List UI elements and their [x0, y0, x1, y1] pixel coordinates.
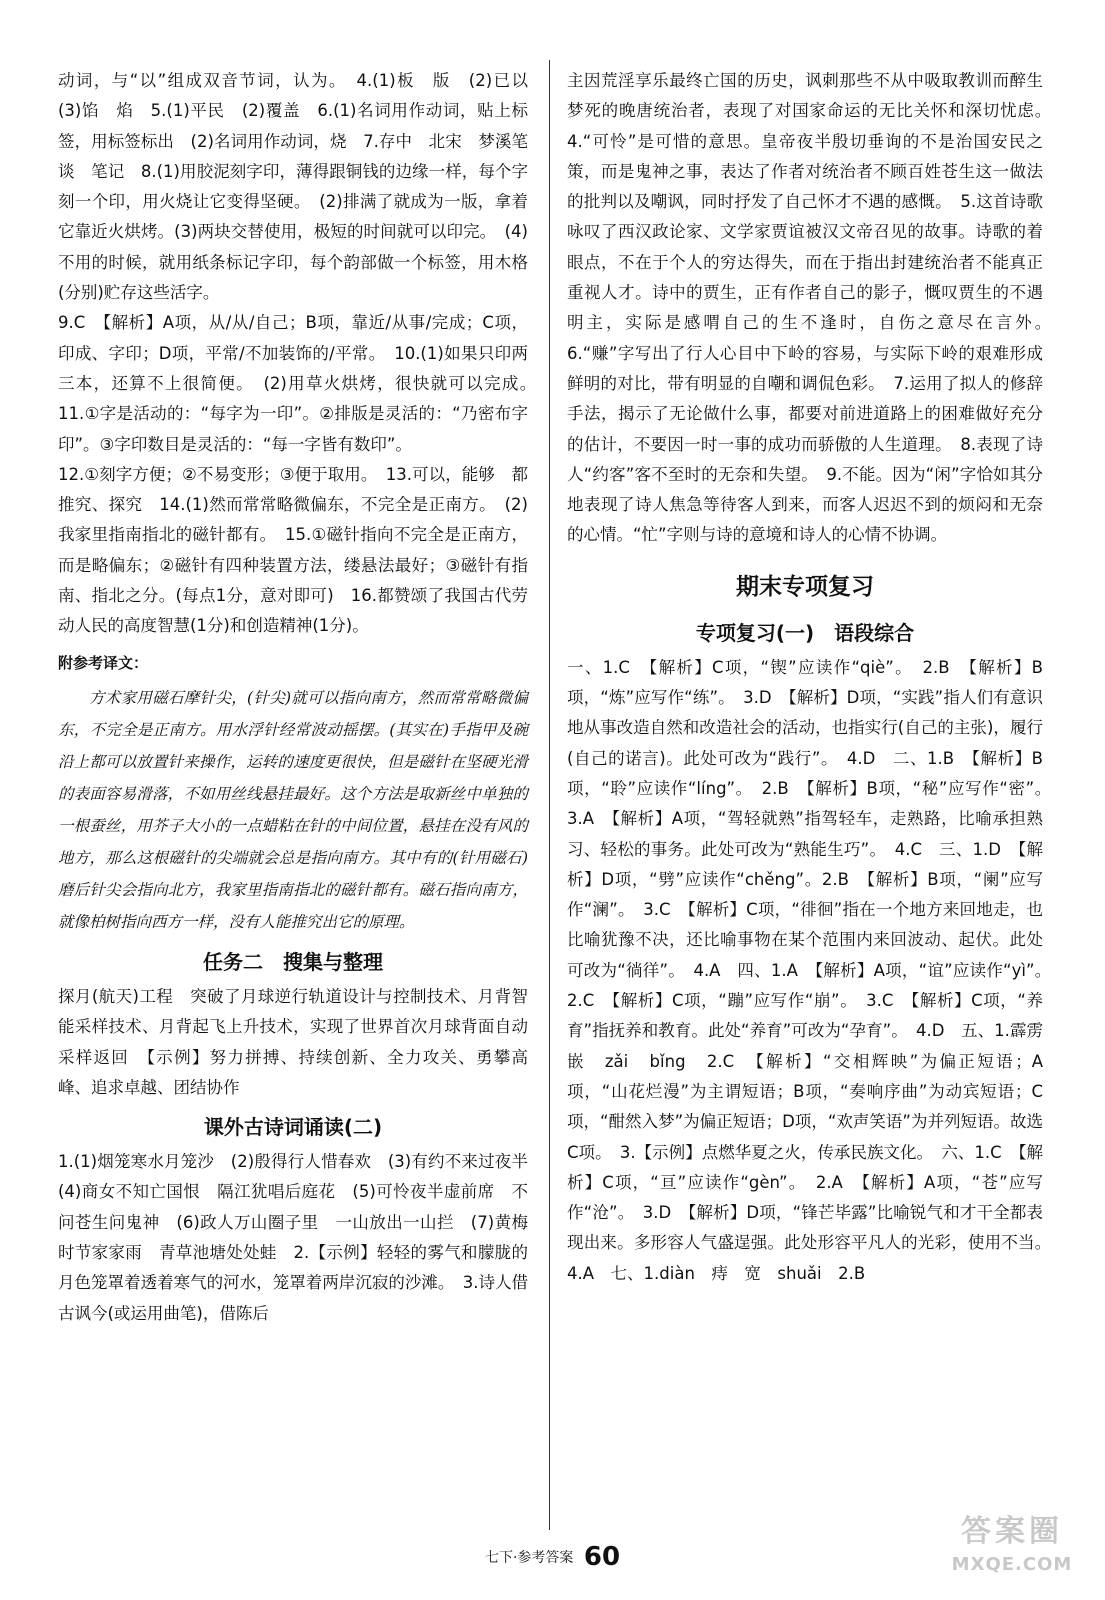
page-number: 60 — [583, 1542, 621, 1572]
answer-paragraph-3: 12.①刻字方便；②不易变形；③便于取用。 13.可以，能够 都 推究、探究 14.(1)然而常常略微偏东，不完全是正南方。 (2)我家里指南指北的磁针都有。 15.①磁针指向不完全是正南方，而是略偏东；②磁针有四种装置方法，缕悬法最好；③磁针有指南、指北之分。(每点1分，意对即可) 16.都赞颂了我国古代劳动人民的高度智慧(1分)和创造精神(1分)。 — [58, 464, 545, 636]
answer-paragraph-1: 动词，与“以”组成双音节词，认为。 4.(1)板 版 (2)已以 (3)馅 焰 5.(1)平民 (2)覆盖 6.(1)名词用作动词，贴上标签，用标签标出 (2)名词用作动词，烧 7.存中 北宋 梦溪笔谈 笔记 8.(1)用胶泥刻字印，薄得跟铜钱的边缘一样，每个字刻一个印，用火烧让它变得坚硬。 (2)排满了就成为一版，拿着它靠近火烘烤。(3)两块交替使用，极短的时间就可以印完。 (4)不用的时候，就用纸条标记字印，每个韵部做一个标签，用木格(分别)贮存这些活字。 — [58, 71, 545, 303]
section-text-poetry: 1.(1)烟笼寒水月笼沙 (2)殷得行人惜春欢 (3)有约不来过夜半 (4)商女不知亡国恨 隔江犹唱后庭花 (5)可怜夜半虚前席 不问苍生问鬼神 (6)政人万山圈子里 一山放出一山拦 (7)黄梅时节家家雨 青草池塘处处蛙 2.【示例】轻轻的雾气和朦胧的月色笼罩着透着寒气的河水，笼罩着两岸沉寂的沙滩。 3.诗人借古讽今(或运用曲笔)，借陈后 — [58, 1152, 545, 1323]
answer-paragraph-2: 9.C 【解析】A项，从/从/自己；B项，靠近/从事/完成；C项，印成、字印；D项，平常/不加装饰的/平常。 10.(1)如果只印两三本，还算不上很简便。 (2)用草火烘烤，很快就可以完成。 11.①字是活动的：“每字为一印”。②排版是灵活的：“乃密布字印”。③字印数目是灵活的：“每一字皆有数印”。 — [58, 313, 545, 454]
column-divider — [549, 60, 550, 1530]
watermark-line2: MXQE.COM — [951, 1554, 1073, 1575]
chapter-title: 期末专项复习 — [736, 573, 874, 600]
translation-heading: 附参考译文： — [58, 653, 149, 672]
watermark-logo — [937, 1512, 1087, 1590]
section-text-task2: 探月(航天)工程 突破了月球逆行轨道设计与控制技术、月背智能采样技术、月背起飞上升技术，实现了世界首次月球背面自动采样返回 【示例】努力拼搏、持续创新、全力攻关、勇攀高峰、追求卓越、团结协作 — [58, 986, 528, 1097]
review-answers: 一、1.C 【解析】C项，“锲”应读作“qiè”。 2.B 【解析】B项，“炼”应写作“练”。 3.D 【解析】D项，“实践”指人们有意识地从事改造自然和改造社会的活动，也指实行(自己的主张)，履行(自己的诺言)。此处可改为“践行”。 4.D 二、1.B 【解析】B项，“聆”应读作“líng”。 2.B 【解析】B项，“秘”应写作“密”。 3.A 【解析】A项，“驾轻就熟”指驾轻车，走熟路，比喻承担熟习、轻松的事务。此处可改为“熟能生巧”。 4.C 三、1.D 【解析】D项，“劈”应读作“chěng”。2.B 【解析】B项，“阑”应写作“澜”。 3.C 【解析】C项，“徘徊”指在一个地方来回地走，也比喻犹豫不决，还比喻事物在某个范围内来回波动、起伏。此处可改为“徜徉”。 4.A 四、1.A 【解析】A项，“谊”应读作“yì”。 2.C 【解析】C项，“蹦”应写作“崩”。 3.C 【解析】C项，“养育”指抚养和教育。此处“养育”可改为“孕育”。 4.D 五、1.霹雳 嵌 zǎi bǐng 2.C 【解析】“交相辉映”为偏正短语；A项，“山花烂漫”为主谓短语；B项，“奏响序曲”为动宾短语；C项，“酣然入梦”为偏正短语；D项，“欢声笑语”为并列短语。故选C项。 3.【示例】点燃华夏之火，传承民族文化。 六、1.C 【解析】C项，“亘”应读作“gèn”。 2.A 【解析】A项，“苍”应写作“沧”。 3.D 【解析】D项，“锋芒毕露”比喻锐气和才干全都表现出来。多形容人气盛逞强。此处形容平凡人的光彩，使用不当。 4.A 七、1.diàn 痔 宽 shuǎi 2.B — [567, 657, 1060, 1283]
answer-paragraph-continued: 主因荒淫享乐最终亡国的历史，讽刺那些不从中吸取教训而醉生梦死的晚唐统治者，表现了对国家命运的无比关怀和深切忧虑。 4.“可怜”是可惜的意思。皇帝夜半殷切垂询的不是治国安民之策，而是鬼神之事，表达了作者对统治者不顾百姓苍生这一做法的批判以及嘲讽，同时抒发了自己怀才不遇的感慨。 5.这首诗歌咏叹了西汉政论家、文学家贾谊被汉文帝召见的故事。诗歌的着眼点，不在于个人的穷达得失，而在于指出封建统治者不能真正重视人才。诗中的贾生，正有作者自己的影子，慨叹贾生的不遇明主，实际是感喟自己的生不逢时，自伤之意尽在言外。 6.“赚”字写出了行人心目中下岭的容易，与实际下岭的艰难形成鲜明的对比，带有明显的自嘲和调侃色彩。 7.运用了拟人的修辞手法，揭示了无论做什么事，都要对前进道路上的困难做好充分的估计，不要因一时一事的成功而骄傲的人生道理。 8.表现了诗人“约客”客不至时的无奈和失望。 9.不能。因为“闲”字恰如其分地表现了诗人焦急等待客人到来，而客人迟迟不到的烦闷和无奈的心情。“忙”字则与诗的意境和诗人的心情不协调。 — [567, 71, 1060, 545]
section-title-poetry: 课外古诗词诵读(二) — [203, 1115, 383, 1140]
watermark-line1: 答案圈 — [961, 1514, 1063, 1549]
section-title-task2: 任务二 搜集与整理 — [203, 949, 383, 974]
right-column — [567, 66, 1060, 1289]
left-column — [58, 66, 545, 1329]
translation-text: 方术家用磁石摩针尖，(针尖)就可以指向南方，然而常常略微偏东，不完全是正南方。用水浮针经常波动摇摆。(其实在)手指甲及碗沿上都可以放置针来操作，运转的速度更很快，但是磁针在坚硬光滑的表面容易滑落，不如用丝线悬挂最好。这个方法是取新丝中单独的一根蚕丝，用芥子大小的一点蜡粘在针的中间位置，悬挂在没有风的地方，那么这根磁针的尖端就会总是指向南方。其中有的(针用磁石)磨后针尖会指向北方，我家里指南指北的磁针都有。磁石指向南方，就像柏树指向西方一样，没有人能推究出它的原理。 — [58, 688, 528, 931]
footer-label: 七下·参考答案 — [484, 1550, 574, 1566]
subsection-title: 专项复习(一) 语段综合 — [695, 620, 915, 645]
